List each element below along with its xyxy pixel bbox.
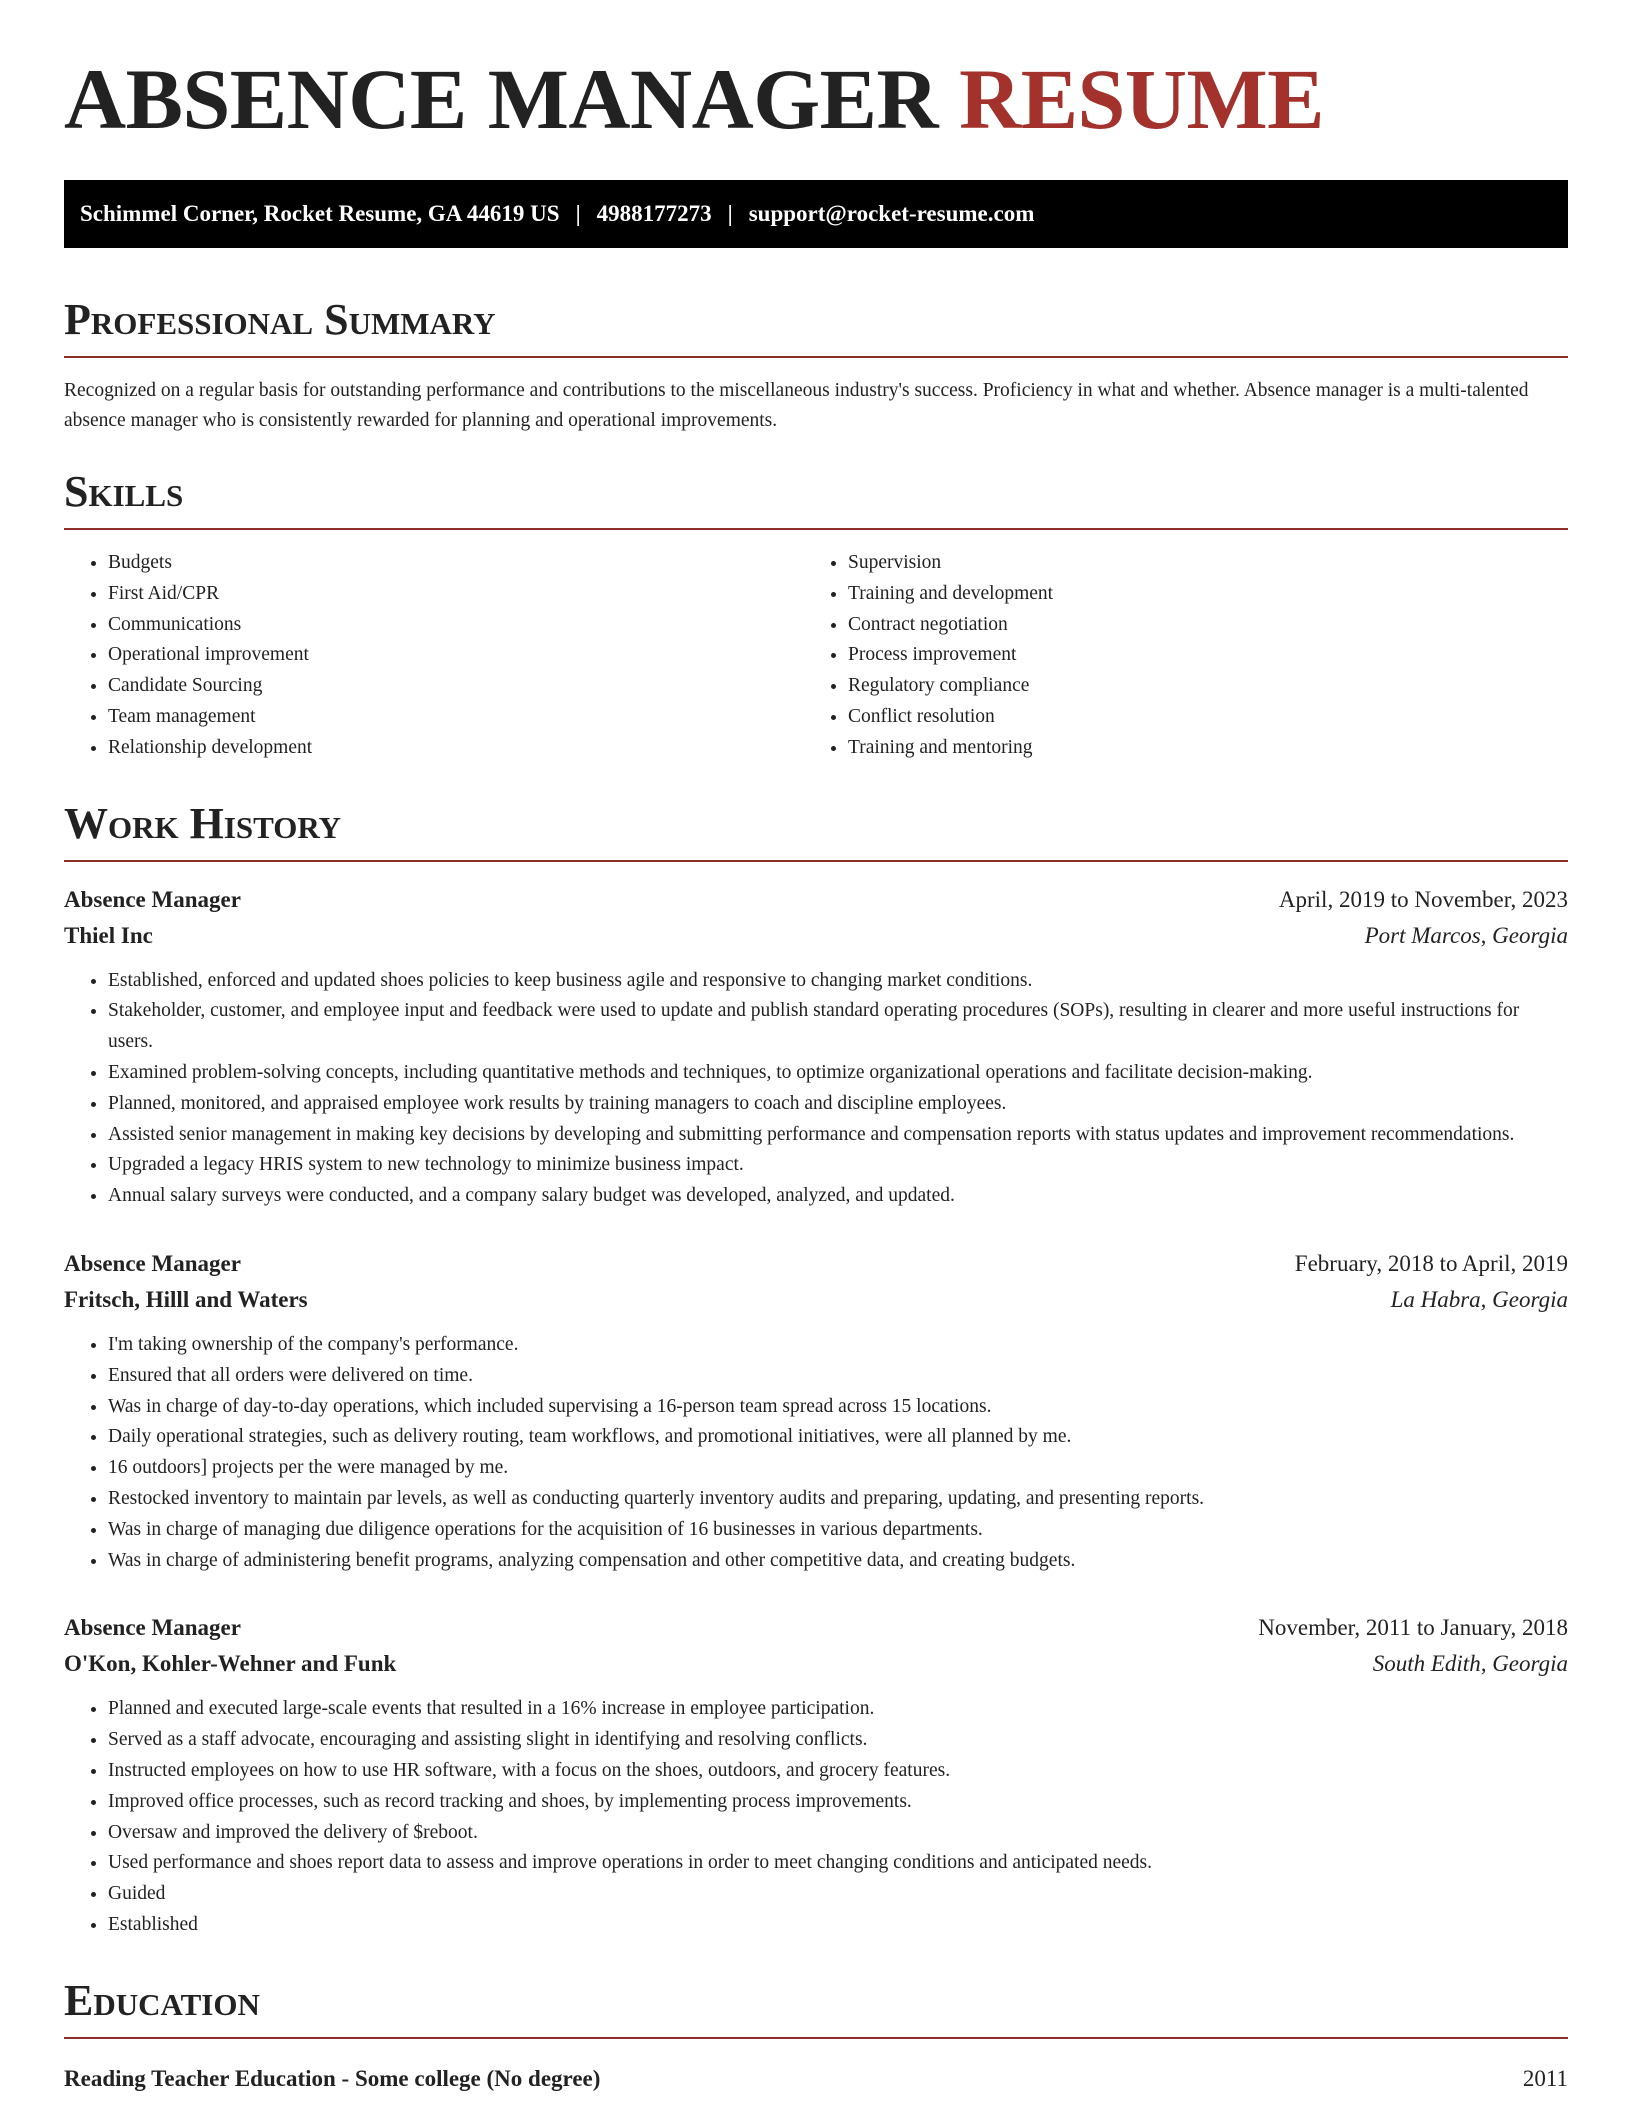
job-company: Fritsch, Hilll and Waters bbox=[64, 1286, 308, 1312]
job-bullet: • Planned and executed large-scale events that resulted in a 16% increase in employee participation. bbox=[108, 1694, 1568, 1725]
skill-item: • First Aid/CPR bbox=[108, 579, 804, 610]
resume-page bbox=[64, 0, 1568, 2097]
job-bullet: • Upgraded a legacy HRIS system to new technology to minimize business impact. bbox=[108, 1150, 1568, 1181]
skill-item: • Conflict resolution bbox=[848, 702, 1544, 733]
job-bullets bbox=[64, 1694, 1568, 1940]
job-company-row bbox=[64, 918, 1568, 954]
resume-title bbox=[64, 51, 1568, 147]
skill-item: • Candidate Sourcing bbox=[108, 671, 804, 702]
job-bullet: • Ensured that all orders were delivered on time. bbox=[108, 1361, 1568, 1392]
job-bullets bbox=[64, 1330, 1568, 1576]
contact-separator: | bbox=[727, 201, 733, 226]
job-bullet: • Established, enforced and updated shoes policies to keep business agile and responsive to changing market conditions. bbox=[108, 966, 1568, 997]
job-bullet: • Served as a staff advocate, encouraging and assisting slight in identifying and resolving conflicts. bbox=[108, 1725, 1568, 1756]
job-bullet: • Assisted senior management in making key decisions by developing and submitting performance and compensation reports with status updates and improvement recommendations. bbox=[108, 1120, 1568, 1151]
job-bullet: • Restocked inventory to maintain par levels, as well as conducting quarterly inventory audits and preparing, updating, and presenting reports. bbox=[108, 1484, 1568, 1515]
job-bullet: • 16 outdoors] projects per the were managed by me. bbox=[108, 1453, 1568, 1484]
education-degree: Reading Teacher Education - Some college (No degree) bbox=[64, 2065, 601, 2091]
job-bullet: • Used performance and shoes report data to assess and improve operations in order to meet changing conditions and anticipated needs. bbox=[108, 1848, 1568, 1879]
job-dates: February, 2018 to April, 2019 bbox=[1294, 1250, 1568, 1276]
title-accent: RESUME bbox=[959, 51, 1325, 147]
contact-bar bbox=[64, 180, 1568, 248]
job-company: O'Kon, Kohler-Wehner and Funk bbox=[64, 1651, 397, 1677]
contact-address: Schimmel Corner, Rocket Resume, GA 44619 US bbox=[80, 201, 560, 226]
job-entry bbox=[64, 882, 1568, 1212]
skill-item: • Process improvement bbox=[848, 640, 1544, 671]
education-entry bbox=[64, 2061, 1568, 2097]
job-bullet: • Improved office processes, such as record tracking and shoes, by implementing process improvements. bbox=[108, 1787, 1568, 1818]
contact-email: support@rocket-resume.com bbox=[748, 201, 1035, 226]
skill-item: • Regulatory compliance bbox=[848, 671, 1544, 702]
work-history-heading: Work History bbox=[64, 802, 1568, 862]
job-bullet: • I'm taking ownership of the company's performance. bbox=[108, 1330, 1568, 1361]
job-entry bbox=[64, 1246, 1568, 1576]
title-main: ABSENCE MANAGER bbox=[64, 51, 939, 147]
job-title: Absence Manager bbox=[64, 1250, 241, 1276]
summary-heading: Professional Summary bbox=[64, 298, 1568, 358]
skills-column-left bbox=[64, 548, 804, 764]
skill-item: • Budgets bbox=[108, 548, 804, 579]
job-bullet: • Was in charge of managing due diligence operations for the acquisition of 16 businesses in various departments. bbox=[108, 1515, 1568, 1546]
job-bullet: • Guided bbox=[108, 1879, 1568, 1910]
job-header-row bbox=[64, 882, 1568, 918]
job-location: La Habra, Georgia bbox=[1390, 1286, 1568, 1312]
skill-item: • Training and mentoring bbox=[848, 733, 1544, 764]
job-title: Absence Manager bbox=[64, 1615, 241, 1641]
job-bullet: • Daily operational strategies, such as delivery routing, team workflows, and promotional initiatives, were all planned by me. bbox=[108, 1422, 1568, 1453]
job-location: South Edith, Georgia bbox=[1372, 1651, 1568, 1677]
job-dates: November, 2011 to January, 2018 bbox=[1258, 1615, 1568, 1641]
skills-column-right bbox=[804, 548, 1544, 764]
job-dates: April, 2019 to November, 2023 bbox=[1278, 886, 1568, 912]
skill-item: • Operational improvement bbox=[108, 640, 804, 671]
job-bullet: • Was in charge of day-to-day operations, which included supervising a 16-person team spread across 15 locations. bbox=[108, 1392, 1568, 1423]
job-bullets bbox=[64, 966, 1568, 1212]
skill-item: • Communications bbox=[108, 610, 804, 641]
job-bullet: • Instructed employees on how to use HR software, with a focus on the shoes, outdoors, and grocery features. bbox=[108, 1756, 1568, 1787]
skills-list bbox=[64, 548, 1568, 764]
job-entry bbox=[64, 1610, 1568, 1940]
job-bullet: • Annual salary surveys were conducted, and a company salary budget was developed, analyzed, and updated. bbox=[108, 1181, 1568, 1212]
job-company-row bbox=[64, 1646, 1568, 1682]
summary-text: Recognized on a regular basis for outstanding performance and contributions to the miscellaneous industry's success. Proficiency in what and whether. Absence manager is a multi-talented absence manager who is consistently rewarded for planning and operational improvements. bbox=[64, 380, 1529, 431]
job-bullet: • Oversaw and improved the delivery of $reboot. bbox=[108, 1818, 1568, 1849]
education-year: 2011 bbox=[1522, 2065, 1568, 2091]
contact-phone: 4988177273 bbox=[596, 201, 712, 226]
skill-item: • Contract negotiation bbox=[848, 610, 1544, 641]
job-header-row bbox=[64, 1246, 1568, 1282]
skill-item: • Relationship development bbox=[108, 733, 804, 764]
job-bullet: • Established bbox=[108, 1910, 1568, 1941]
job-company-row bbox=[64, 1282, 1568, 1318]
skills-heading: Skills bbox=[64, 470, 1568, 530]
job-title: Absence Manager bbox=[64, 886, 241, 912]
skill-item: • Supervision bbox=[848, 548, 1544, 579]
job-location: Port Marcos, Georgia bbox=[1364, 922, 1568, 948]
job-header-row bbox=[64, 1610, 1568, 1646]
job-bullet: • Was in charge of administering benefit programs, analyzing compensation and other competitive data, and creating budgets. bbox=[108, 1546, 1568, 1577]
education-heading: Education bbox=[64, 1979, 1568, 2039]
job-bullet: • Stakeholder, customer, and employee input and feedback were used to update and publish standard operating procedures (SOPs), resulting in clearer and more useful instructions for users. bbox=[108, 996, 1568, 1058]
skill-item: • Team management bbox=[108, 702, 804, 733]
skill-item: • Training and development bbox=[848, 579, 1544, 610]
job-bullet: • Examined problem-solving concepts, including quantitative methods and techniques, to optimize organizational operations and facilitate decision-making. bbox=[108, 1058, 1568, 1089]
job-company: Thiel Inc bbox=[64, 922, 153, 948]
job-bullet: • Planned, monitored, and appraised employee work results by training managers to coach and discipline employees. bbox=[108, 1089, 1568, 1120]
contact-separator: | bbox=[575, 201, 581, 226]
